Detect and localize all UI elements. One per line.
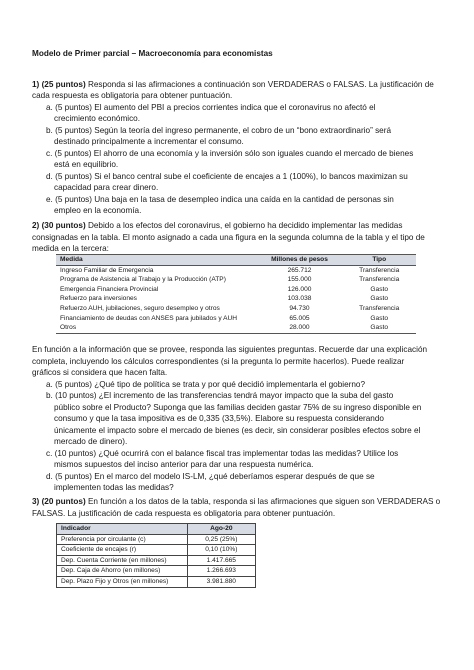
table-row <box>56 323 416 333</box>
q2-points: (30 puntos) <box>41 221 86 230</box>
q1-points: (25 puntos) <box>41 80 86 89</box>
q3-prompt-line2: FALSAS. La justificación de cada respuesta es obligatoria para obtener puntuación. <box>32 508 336 518</box>
measure-amount: 94.730 <box>289 304 310 312</box>
q3-prompt <box>32 496 444 507</box>
table-row <box>57 555 256 566</box>
q1-item-c: c. (5 puntos) El ahorro de una economía y la inversión sólo son iguales cuando el mercado de bienes <box>46 148 414 158</box>
q2-item-b-cont1: público sobre el Producto? Suponga que las familias deciden gastar 75% de su ingreso disponible en <box>54 402 422 412</box>
q1-prompt-line1: Responda si las afirmaciones a continuación son VERDADERAS o FALSAS. La justificación de <box>87 80 434 89</box>
measure-amount: 265.712 <box>287 266 312 274</box>
q1-prompt <box>32 79 444 90</box>
measure-name: Programa de Asistencia al Trabajo y la Producción (ATP) <box>60 276 226 284</box>
indicator-name: Dep. Caja de Ahorro (en millones) <box>57 566 188 577</box>
q2-item-b-cont2: consumo y que la tasa impositiva es de 0,335 (33,5%). Elabore su respuesta considerando <box>54 414 384 423</box>
q1-item-b-cont: destinado principalmente a incrementar el consumo. <box>54 137 244 146</box>
measure-amount: 65.005 <box>289 314 310 322</box>
table-row <box>56 294 416 304</box>
q1-item-d: d. (5 puntos) Si el banco central sube el coeficiente de encajes a 1 (100%), lo bancos maximizan su <box>46 171 408 181</box>
indicator-name: Coeficiente de encajes (r) <box>57 545 188 556</box>
measure-type: Transferencia <box>359 276 400 284</box>
table-row <box>56 285 416 295</box>
q3-points: (20 puntos) <box>41 497 86 506</box>
table-row <box>56 304 416 314</box>
q2-item-a: a. (5 puntos) ¿Qué tipo de política se trata y por qué decidió implementarla el gobierno? <box>46 379 366 389</box>
q2-item-b-cont3: únicamente el impacto sobre el mercado de bienes (es decir, sin considerar posibles efectos sobre el <box>54 425 421 435</box>
q2-item-b: b. (10 puntos) ¿El incremento de las transferencias tendrá mayor impacto que la suba del gasto <box>46 391 394 400</box>
measures-table <box>56 254 416 334</box>
q1-item-b: b. (5 puntos) Según la teoría del ingreso permanente, el cobro de un “bono extraordinario” será <box>46 125 391 135</box>
indicator-value: 0,25 (25%) <box>187 534 255 545</box>
q1-item-d-cont: capacidad para crear dinero. <box>54 183 159 192</box>
document-heading: Modelo de Primer parcial – Macroeconomía para economistas <box>32 49 273 58</box>
table-row <box>57 534 256 545</box>
table-row <box>57 566 256 577</box>
q2-prompt-line1: Debido a los efectos del coronavirus, el gobierno ha decidido implementar las medidas <box>87 221 403 230</box>
q1-item-c-cont: está en equilibrio. <box>54 160 119 169</box>
indicators-table-header <box>57 524 256 535</box>
measure-name: Otros <box>56 323 257 333</box>
measure-name: Refuerzo para inversiones <box>60 295 137 303</box>
q2-item-d-cont: implementen todas las medidas? <box>54 483 174 492</box>
measure-name: Ingreso Familiar de Emergencia <box>60 266 154 274</box>
q2-item-c: c. (10 puntos) ¿Qué ocurrirá con el balance fiscal tras implementar todas las medidas? Utilice los <box>46 448 399 458</box>
q2-after-line1: En función a la información que se provee, responda las siguientes preguntas. Recuerde dar una explicación <box>32 345 428 354</box>
measure-name: Emergencia Financiera Provincial <box>60 285 159 293</box>
indicator-value: 0,10 (10%) <box>187 545 255 556</box>
q1-item-a-cont: crecimiento económico. <box>54 114 141 123</box>
q1-number: 1) <box>32 80 40 89</box>
indicator-value: 3.981.880 <box>187 576 255 587</box>
table-row <box>56 314 416 324</box>
measure-amount: 28.000 <box>257 323 343 333</box>
q3-prompt-line1: En función a los datos de la tabla, responda si las afirmaciones que siguen son VERDADERAS o <box>87 497 441 506</box>
col-header-millones: Millones de pesos <box>257 255 343 266</box>
measure-amount: 126.000 <box>287 285 312 293</box>
q1-item-e-cont: empleo en la economía. <box>54 206 142 215</box>
q2-prompt <box>32 220 444 231</box>
q2-item-d: d. (5 puntos) En el marco del modelo IS-LM, ¿qué deberíamos esperar después de que se <box>46 471 375 481</box>
measure-type: Gasto <box>370 314 389 322</box>
measures-table-header <box>56 255 416 266</box>
measure-amount: 155.000 <box>287 276 312 284</box>
table-row <box>57 545 256 556</box>
table-row <box>57 576 256 587</box>
q3-number: 3) <box>32 497 40 506</box>
q2-number: 2) <box>32 221 40 230</box>
q2-prompt-line2: consignadas en la tabla. El monto asignado a cada una figura en la segunda columna de la tabla y el tipo de <box>32 232 425 242</box>
q1-prompt-line2: cada respuesta es obligatoria para obtener puntuación. <box>32 91 233 100</box>
indicator-value: 1.417.665 <box>187 555 255 566</box>
indicators-table <box>56 523 256 588</box>
indicator-name: Dep. Plazo Fijo y Otros (en millones) <box>57 576 188 587</box>
q1-item-a: a. (5 puntos) El aumento del PBI a precios corrientes indica que el coronavirus no afectó el <box>46 102 376 112</box>
measure-type: Transferencia <box>359 304 400 312</box>
measure-type: Transferencia <box>359 266 400 274</box>
measure-type: Gasto <box>370 285 389 293</box>
col-header-indicador: Indicador <box>57 524 188 535</box>
indicator-name: Dep. Cuenta Corriente (en millones) <box>57 555 188 566</box>
q2-item-b-cont4: mercado de dinero). <box>54 437 128 446</box>
table-row <box>56 275 416 285</box>
col-header-ago20: Ago-20 <box>187 524 255 535</box>
q2-after-line3: gráficos si considera que hacen falta. <box>32 368 168 377</box>
q1-item-e: e. (5 puntos) Una baja en la tasa de desempleo indica una caída en la cantidad de personas sin <box>46 194 394 204</box>
measure-amount: 103.038 <box>287 295 312 303</box>
col-header-tipo: Tipo <box>342 255 416 266</box>
q2-after-line2: completa, incluyendo los cálculos correspondientes (si la pregunta lo permite hacerlos). Puede realizar <box>32 356 405 366</box>
measure-type: Gasto <box>342 323 416 333</box>
col-header-medida: Medida <box>56 255 257 266</box>
indicator-value: 1.266.693 <box>187 566 255 577</box>
q2-item-c-cont: mismos supuestos del inciso anterior para dar una respuesta numérica. <box>54 460 314 469</box>
indicator-name: Preferencia por circulante (c) <box>57 534 188 545</box>
measure-name: Refuerzo AUH, jubilaciones, seguro desempleo y otros <box>60 304 220 312</box>
measure-type: Gasto <box>370 295 389 303</box>
q2-prompt-line3: medida en la tercera: <box>32 244 109 253</box>
measure-name: Financiamiento de deudas con ANSES para jubilados y AUH <box>60 314 238 322</box>
table-row <box>56 265 416 275</box>
